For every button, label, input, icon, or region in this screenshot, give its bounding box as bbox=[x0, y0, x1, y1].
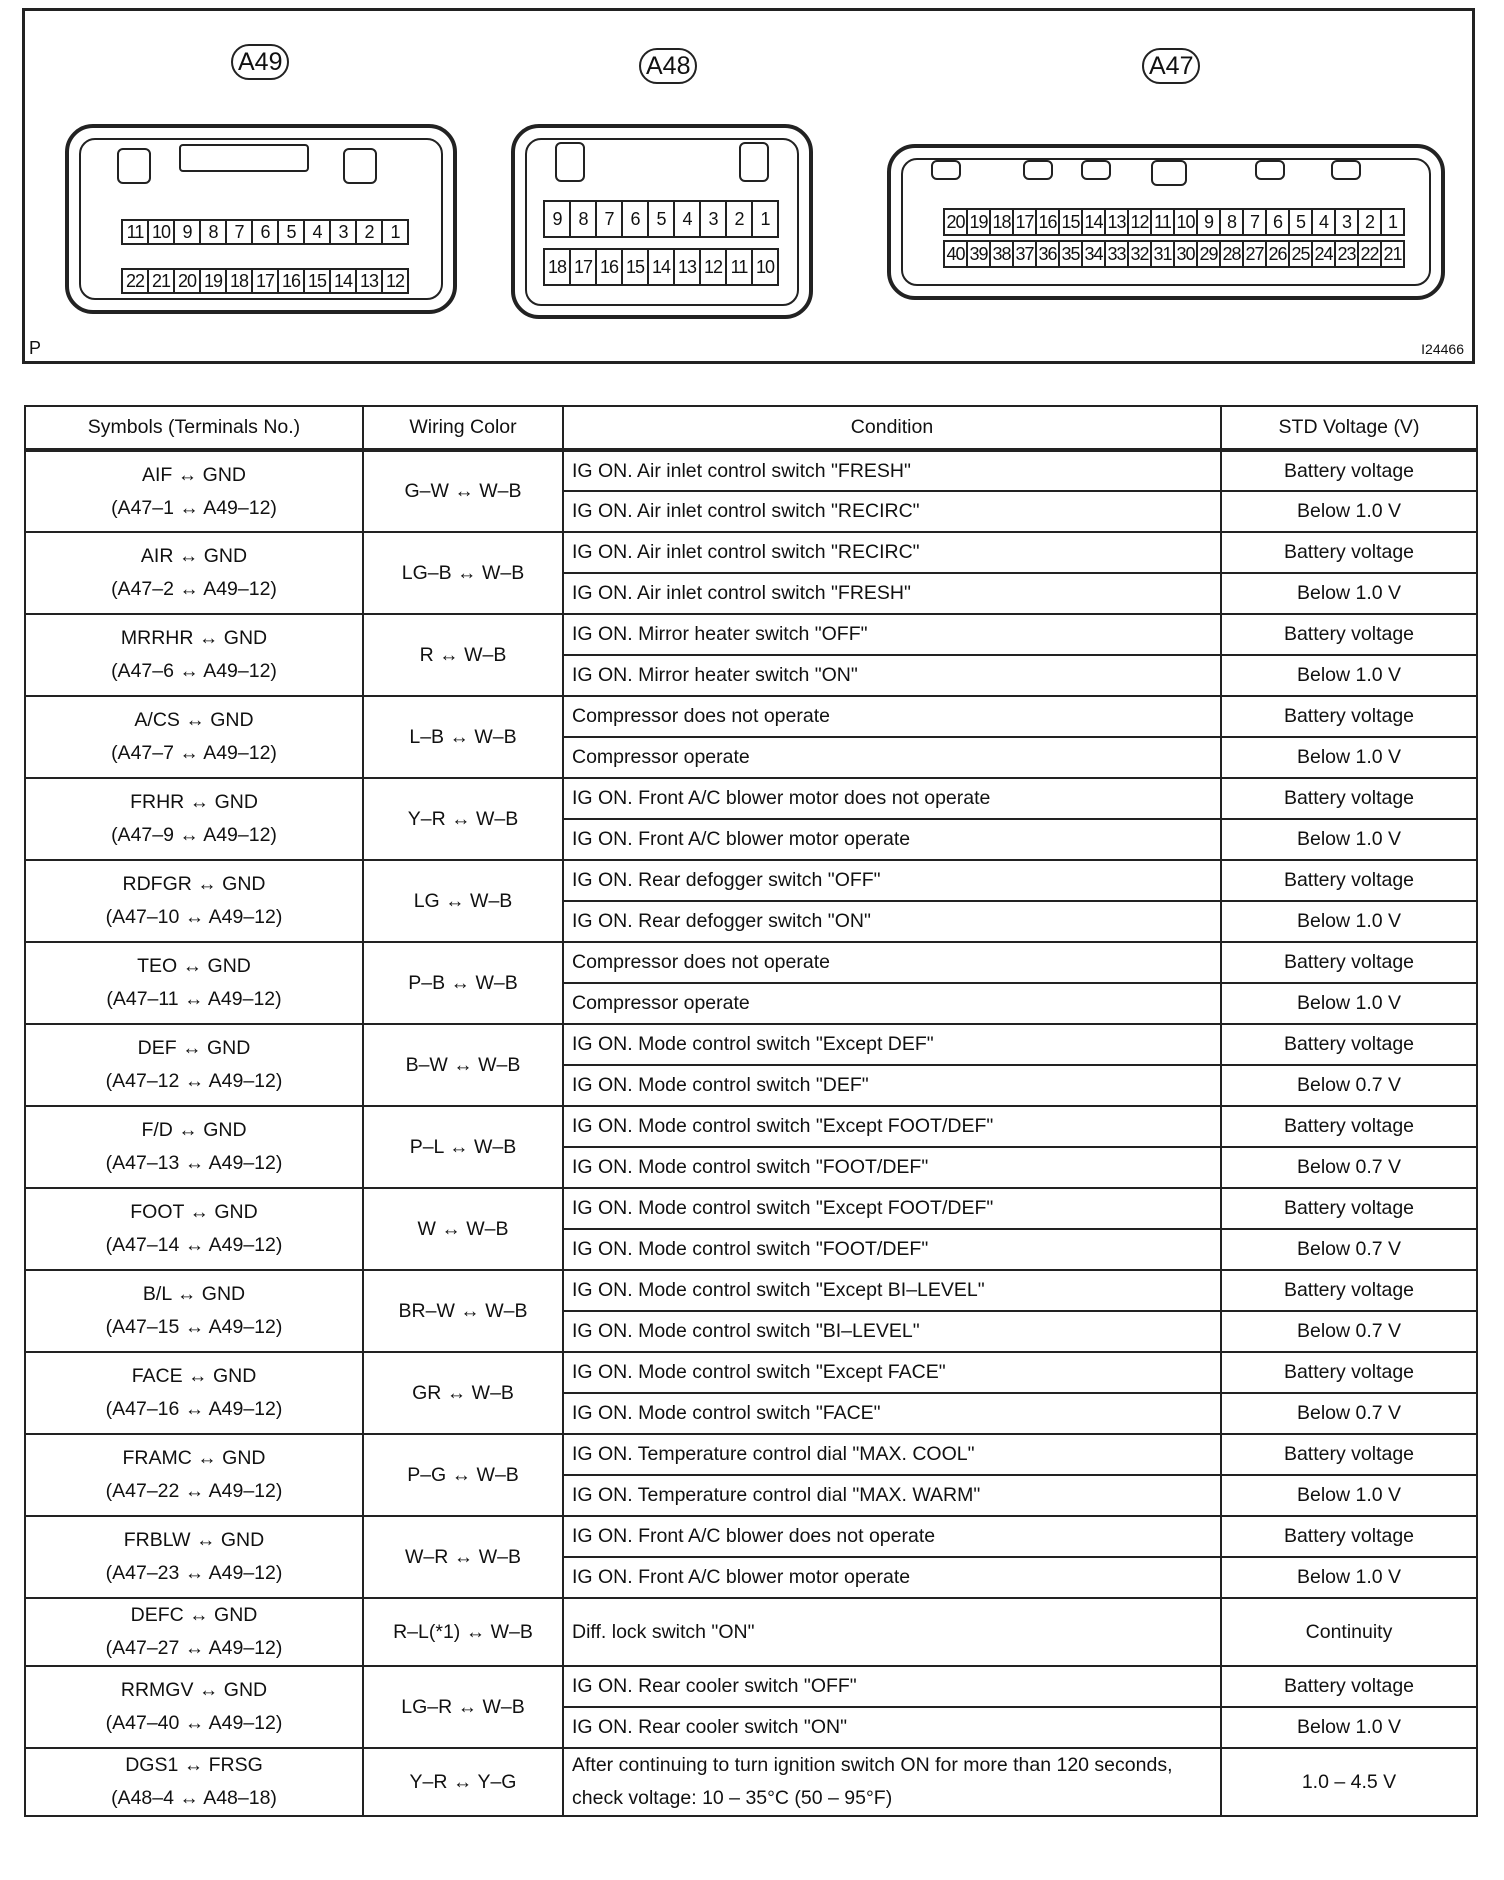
a49-pin: 14 bbox=[329, 268, 357, 294]
connector-figure bbox=[22, 8, 1475, 364]
condition-cell: IG ON. Temperature control dial "MAX. WARM" bbox=[563, 1475, 1221, 1516]
a47-pin: 9 bbox=[1196, 208, 1221, 236]
terminal-numbers: (A47–22 ↔ A49–12) bbox=[105, 1480, 283, 1502]
connector-label-a49: A49 bbox=[231, 44, 289, 80]
a49-pin: 18 bbox=[225, 268, 253, 294]
corner-mark: P bbox=[29, 338, 42, 358]
std-voltage-cell: Battery voltage bbox=[1221, 450, 1477, 491]
table-row bbox=[25, 1666, 1477, 1707]
signal-symbol: FACE ↔ GND bbox=[131, 1365, 257, 1387]
a47-pin: 37 bbox=[1012, 240, 1037, 268]
a47-pin: 30 bbox=[1173, 240, 1198, 268]
signal-symbol: FOOT ↔ GND bbox=[130, 1201, 258, 1223]
a48-pin: 12 bbox=[699, 248, 727, 286]
condition-cell: IG ON. Mode control switch "FACE" bbox=[563, 1393, 1221, 1434]
a49-pin: 13 bbox=[355, 268, 383, 294]
a48-pin: 15 bbox=[621, 248, 649, 286]
a47-pin: 29 bbox=[1196, 240, 1221, 268]
wiring-color-cell: P–G ↔ W–B bbox=[363, 1434, 563, 1516]
condition-cell: Diff. lock switch "ON" bbox=[563, 1598, 1221, 1666]
symbol-cell bbox=[25, 1748, 363, 1816]
std-voltage-cell: Below 1.0 V bbox=[1221, 655, 1477, 696]
a47-pin: 18 bbox=[989, 208, 1014, 236]
terminal-numbers: (A47–7 ↔ A49–12) bbox=[111, 742, 277, 764]
signal-symbol: FRAMC ↔ GND bbox=[122, 1447, 266, 1469]
std-voltage-cell: Below 0.7 V bbox=[1221, 1393, 1477, 1434]
terminal-numbers: (A47–2 ↔ A49–12) bbox=[111, 578, 277, 600]
a48-pin: 2 bbox=[725, 200, 753, 238]
a48-pin-row-bottom bbox=[543, 248, 777, 286]
symbol-cell bbox=[25, 1516, 363, 1598]
condition-cell: IG ON. Mode control switch "Except FOOT/DEF" bbox=[563, 1188, 1221, 1229]
terminal-numbers: (A47–15 ↔ A49–12) bbox=[105, 1316, 283, 1338]
a47-pin: 39 bbox=[966, 240, 991, 268]
terminal-numbers: (A47–6 ↔ A49–12) bbox=[111, 660, 277, 682]
terminal-numbers: (A47–14 ↔ A49–12) bbox=[105, 1234, 283, 1256]
std-voltage-cell: Below 0.7 V bbox=[1221, 1311, 1477, 1352]
condition-cell: IG ON. Rear cooler switch "ON" bbox=[563, 1707, 1221, 1748]
condition-cell: IG ON. Mirror heater switch "ON" bbox=[563, 655, 1221, 696]
table-row bbox=[25, 532, 1477, 573]
a48-pin: 17 bbox=[569, 248, 597, 286]
std-voltage-cell: Below 1.0 V bbox=[1221, 573, 1477, 614]
symbol-cell bbox=[25, 778, 363, 860]
std-voltage-cell: Below 1.0 V bbox=[1221, 1475, 1477, 1516]
signal-symbol: RDFGR ↔ GND bbox=[122, 873, 266, 895]
condition-cell: Compressor does not operate bbox=[563, 696, 1221, 737]
terminal-numbers: (A47–12 ↔ A49–12) bbox=[105, 1070, 283, 1092]
a48-pin: 4 bbox=[673, 200, 701, 238]
wiring-color-cell: W ↔ W–B bbox=[363, 1188, 563, 1270]
connector-label-a48: A48 bbox=[639, 48, 697, 84]
condition-cell: Compressor operate bbox=[563, 737, 1221, 778]
std-voltage-cell: Below 1.0 V bbox=[1221, 819, 1477, 860]
signal-symbol: DGS1 ↔ FRSG bbox=[125, 1754, 263, 1776]
a48-pin: 1 bbox=[751, 200, 779, 238]
signal-symbol: TEO ↔ GND bbox=[137, 955, 251, 977]
a47-pin: 4 bbox=[1311, 208, 1336, 236]
std-voltage-cell: Battery voltage bbox=[1221, 1024, 1477, 1065]
a48-pin: 3 bbox=[699, 200, 727, 238]
wiring-color-cell: L–B ↔ W–B bbox=[363, 696, 563, 778]
condition-cell: IG ON. Rear defogger switch "ON" bbox=[563, 901, 1221, 942]
std-voltage-cell: Battery voltage bbox=[1221, 1666, 1477, 1707]
a47-pin: 7 bbox=[1242, 208, 1267, 236]
wiring-color-cell: R–L(*1) ↔ W–B bbox=[363, 1598, 563, 1666]
wiring-color-cell: LG–R ↔ W–B bbox=[363, 1666, 563, 1748]
wiring-color-cell: R ↔ W–B bbox=[363, 614, 563, 696]
a49-pin: 6 bbox=[251, 219, 279, 245]
terminal-voltage-table bbox=[24, 405, 1478, 1817]
a48-pin: 18 bbox=[543, 248, 571, 286]
a47-pin: 11 bbox=[1150, 208, 1175, 236]
wiring-color-cell: Y–R ↔ Y–G bbox=[363, 1748, 563, 1816]
std-voltage-cell: Below 1.0 V bbox=[1221, 737, 1477, 778]
a47-pin: 19 bbox=[966, 208, 991, 236]
terminal-numbers: (A48–4 ↔ A48–18) bbox=[111, 1787, 277, 1809]
connector-a47 bbox=[887, 144, 1445, 300]
a47-pin: 24 bbox=[1311, 240, 1336, 268]
wiring-color-cell: BR–W ↔ W–B bbox=[363, 1270, 563, 1352]
a49-pin: 19 bbox=[199, 268, 227, 294]
condition-cell: IG ON. Front A/C blower motor operate bbox=[563, 1557, 1221, 1598]
header-std-voltage: STD Voltage (V) bbox=[1221, 406, 1477, 450]
header-condition: Condition bbox=[563, 406, 1221, 450]
signal-symbol: B/L ↔ GND bbox=[142, 1283, 246, 1305]
std-voltage-cell: Continuity bbox=[1221, 1598, 1477, 1666]
table-row bbox=[25, 860, 1477, 901]
std-voltage-cell: Battery voltage bbox=[1221, 1516, 1477, 1557]
signal-symbol: AIF ↔ GND bbox=[141, 463, 246, 486]
a49-pin: 7 bbox=[225, 219, 253, 245]
table-header-row bbox=[25, 406, 1477, 450]
a47-pin: 2 bbox=[1357, 208, 1382, 236]
a47-pin: 36 bbox=[1035, 240, 1060, 268]
signal-symbol: FRBLW ↔ GND bbox=[123, 1529, 265, 1551]
table-row bbox=[25, 1270, 1477, 1311]
std-voltage-cell: Below 1.0 V bbox=[1221, 491, 1477, 532]
table-row bbox=[25, 1352, 1477, 1393]
a49-pin: 4 bbox=[303, 219, 331, 245]
a47-pin: 1 bbox=[1380, 208, 1405, 236]
condition-cell: IG ON. Rear cooler switch "OFF" bbox=[563, 1666, 1221, 1707]
a49-pin: 5 bbox=[277, 219, 305, 245]
std-voltage-cell: Battery voltage bbox=[1221, 696, 1477, 737]
a47-pin: 15 bbox=[1058, 208, 1083, 236]
symbol-cell bbox=[25, 1024, 363, 1106]
a48-pin: 10 bbox=[751, 248, 779, 286]
a47-pin-row-bottom bbox=[943, 240, 1403, 268]
symbol-cell bbox=[25, 532, 363, 614]
condition-cell: IG ON. Mode control switch "Except DEF" bbox=[563, 1024, 1221, 1065]
a47-pin: 8 bbox=[1219, 208, 1244, 236]
symbol-cell bbox=[25, 860, 363, 942]
symbol-cell bbox=[25, 696, 363, 778]
a49-pin: 10 bbox=[147, 219, 175, 245]
a49-pin: 22 bbox=[121, 268, 149, 294]
symbol-cell bbox=[25, 1598, 363, 1666]
std-voltage-cell: Below 0.7 V bbox=[1221, 1065, 1477, 1106]
a48-pin: 14 bbox=[647, 248, 675, 286]
table-row bbox=[25, 696, 1477, 737]
terminal-numbers: (A47–16 ↔ A49–12) bbox=[105, 1398, 283, 1420]
table-row bbox=[25, 614, 1477, 655]
table-row bbox=[25, 1188, 1477, 1229]
condition-cell: IG ON. Mirror heater switch "OFF" bbox=[563, 614, 1221, 655]
std-voltage-cell: Below 0.7 V bbox=[1221, 1147, 1477, 1188]
a47-pin: 28 bbox=[1219, 240, 1244, 268]
a47-pin: 14 bbox=[1081, 208, 1106, 236]
symbol-cell bbox=[25, 1434, 363, 1516]
table-body bbox=[25, 450, 1477, 1816]
terminal-numbers: (A47–27 ↔ A49–12) bbox=[105, 1637, 283, 1659]
a48-pin: 9 bbox=[543, 200, 571, 238]
symbol-cell bbox=[25, 1270, 363, 1352]
signal-symbol: AIR ↔ GND bbox=[140, 545, 248, 567]
condition-cell: Compressor does not operate bbox=[563, 942, 1221, 983]
table-row bbox=[25, 1598, 1477, 1666]
symbol-cell bbox=[25, 614, 363, 696]
a49-pin-row-bottom bbox=[121, 268, 407, 294]
condition-cell: IG ON. Mode control switch "Except FOOT/DEF" bbox=[563, 1106, 1221, 1147]
terminal-numbers: (A47–23 ↔ A49–12) bbox=[105, 1562, 283, 1584]
condition-cell: IG ON. Air inlet control switch "FRESH" bbox=[563, 573, 1221, 614]
a48-pin: 16 bbox=[595, 248, 623, 286]
condition-cell: IG ON. Rear defogger switch "OFF" bbox=[563, 860, 1221, 901]
a48-pin: 13 bbox=[673, 248, 701, 286]
symbol-cell bbox=[25, 450, 363, 532]
std-voltage-cell: 1.0 – 4.5 V bbox=[1221, 1748, 1477, 1816]
signal-symbol: F/D ↔ GND bbox=[141, 1119, 247, 1141]
table-row bbox=[25, 778, 1477, 819]
std-voltage-cell: Below 0.7 V bbox=[1221, 1229, 1477, 1270]
a49-pin: 21 bbox=[147, 268, 175, 294]
a47-pin: 38 bbox=[989, 240, 1014, 268]
a47-pin: 6 bbox=[1265, 208, 1290, 236]
a47-pin: 31 bbox=[1150, 240, 1175, 268]
a48-pin: 8 bbox=[569, 200, 597, 238]
table-row bbox=[25, 1748, 1477, 1816]
a47-pin: 22 bbox=[1357, 240, 1382, 268]
wiring-color-cell: P–B ↔ W–B bbox=[363, 942, 563, 1024]
a49-pin: 9 bbox=[173, 219, 201, 245]
condition-cell: IG ON. Mode control switch "BI–LEVEL" bbox=[563, 1311, 1221, 1352]
a48-pin: 5 bbox=[647, 200, 675, 238]
std-voltage-cell: Battery voltage bbox=[1221, 1270, 1477, 1311]
table-row bbox=[25, 1024, 1477, 1065]
a49-pin-row-top bbox=[121, 219, 407, 245]
a47-pin: 13 bbox=[1104, 208, 1129, 236]
a47-pin: 3 bbox=[1334, 208, 1359, 236]
std-voltage-cell: Below 1.0 V bbox=[1221, 901, 1477, 942]
a47-pin: 20 bbox=[943, 208, 968, 236]
a47-pin-row-top bbox=[943, 208, 1403, 236]
condition-cell: IG ON. Air inlet control switch "FRESH" bbox=[563, 450, 1221, 491]
a47-pin: 10 bbox=[1173, 208, 1198, 236]
signal-symbol: A/CS ↔ GND bbox=[134, 709, 254, 731]
signal-symbol: RRMGV ↔ GND bbox=[120, 1679, 268, 1701]
wiring-color-cell: P–L ↔ W–B bbox=[363, 1106, 563, 1188]
wiring-color-cell: Y–R ↔ W–B bbox=[363, 778, 563, 860]
symbol-cell bbox=[25, 942, 363, 1024]
a47-pin: 27 bbox=[1242, 240, 1267, 268]
a47-pin: 21 bbox=[1380, 240, 1405, 268]
figure-id: I24466 bbox=[1421, 341, 1464, 357]
std-voltage-cell: Battery voltage bbox=[1221, 778, 1477, 819]
wiring-color-cell: LG–B ↔ W–B bbox=[363, 532, 563, 614]
table-row bbox=[25, 1434, 1477, 1475]
condition-cell: IG ON. Mode control switch "FOOT/DEF" bbox=[563, 1229, 1221, 1270]
a47-pin: 16 bbox=[1035, 208, 1060, 236]
signal-symbol: DEFC ↔ GND bbox=[130, 1604, 258, 1626]
condition-cell: IG ON. Mode control switch "Except FACE" bbox=[563, 1352, 1221, 1393]
terminal-numbers: (A47–10 ↔ A49–12) bbox=[105, 906, 283, 928]
header-wiring-color: Wiring Color bbox=[363, 406, 563, 450]
a47-pin: 12 bbox=[1127, 208, 1152, 236]
symbol-cell bbox=[25, 1352, 363, 1434]
a47-pin: 32 bbox=[1127, 240, 1152, 268]
terminal-numbers: (A47–11 ↔ A49–12) bbox=[106, 988, 282, 1010]
condition-cell: After continuing to turn ignition switch ON for more than 120 seconds, check voltage: 10 – 35°C (50 – 95°F) bbox=[563, 1748, 1221, 1816]
a48-pin-row-top bbox=[543, 200, 777, 238]
std-voltage-cell: Battery voltage bbox=[1221, 942, 1477, 983]
std-voltage-cell: Below 1.0 V bbox=[1221, 1557, 1477, 1598]
condition-cell: IG ON. Front A/C blower does not operate bbox=[563, 1516, 1221, 1557]
table-row bbox=[25, 942, 1477, 983]
condition-cell: IG ON. Front A/C blower motor does not operate bbox=[563, 778, 1221, 819]
std-voltage-cell: Battery voltage bbox=[1221, 1106, 1477, 1147]
std-voltage-cell: Below 1.0 V bbox=[1221, 1707, 1477, 1748]
header-symbols: Symbols (Terminals No.) bbox=[25, 406, 363, 450]
a47-pin: 34 bbox=[1081, 240, 1106, 268]
a49-pin: 12 bbox=[381, 268, 409, 294]
a49-pin: 3 bbox=[329, 219, 357, 245]
wiring-color-cell: B–W ↔ W–B bbox=[363, 1024, 563, 1106]
symbol-cell bbox=[25, 1106, 363, 1188]
a49-pin: 15 bbox=[303, 268, 331, 294]
a48-pin: 6 bbox=[621, 200, 649, 238]
a49-pin: 2 bbox=[355, 219, 383, 245]
a49-pin: 8 bbox=[199, 219, 227, 245]
a48-pin: 11 bbox=[725, 248, 753, 286]
std-voltage-cell: Below 1.0 V bbox=[1221, 983, 1477, 1024]
std-voltage-cell: Battery voltage bbox=[1221, 1188, 1477, 1229]
wiring-color-cell: G–W ↔ W–B bbox=[363, 450, 563, 532]
signal-symbol: MRRHR ↔ GND bbox=[120, 627, 268, 649]
connector-a48 bbox=[511, 124, 813, 319]
table-row bbox=[25, 450, 1477, 491]
a49-pin: 11 bbox=[121, 219, 149, 245]
a47-pin: 23 bbox=[1334, 240, 1359, 268]
table-row bbox=[25, 1516, 1477, 1557]
terminal-numbers: (A47–40 ↔ A49–12) bbox=[105, 1712, 283, 1734]
a47-pin: 33 bbox=[1104, 240, 1129, 268]
a47-pin: 25 bbox=[1288, 240, 1313, 268]
table-row bbox=[25, 1106, 1477, 1147]
condition-cell: IG ON. Front A/C blower motor operate bbox=[563, 819, 1221, 860]
terminal-numbers: (A47–1 ↔ A49–12) bbox=[111, 496, 277, 519]
terminal-numbers: (A47–13 ↔ A49–12) bbox=[105, 1152, 283, 1174]
a47-pin: 40 bbox=[943, 240, 968, 268]
std-voltage-cell: Battery voltage bbox=[1221, 1352, 1477, 1393]
a47-pin: 5 bbox=[1288, 208, 1313, 236]
a47-pin: 35 bbox=[1058, 240, 1083, 268]
wiring-color-cell: W–R ↔ W–B bbox=[363, 1516, 563, 1598]
condition-cell: Compressor operate bbox=[563, 983, 1221, 1024]
condition-cell: IG ON. Air inlet control switch "RECIRC" bbox=[563, 532, 1221, 573]
std-voltage-cell: Battery voltage bbox=[1221, 532, 1477, 573]
std-voltage-cell: Battery voltage bbox=[1221, 1434, 1477, 1475]
symbol-cell bbox=[25, 1188, 363, 1270]
condition-cell: IG ON. Mode control switch "Except BI–LEVEL" bbox=[563, 1270, 1221, 1311]
a48-pin: 7 bbox=[595, 200, 623, 238]
signal-symbol: DEF ↔ GND bbox=[137, 1037, 251, 1059]
condition-cell: IG ON. Mode control switch "FOOT/DEF" bbox=[563, 1147, 1221, 1188]
a47-pin: 17 bbox=[1012, 208, 1037, 236]
condition-cell: IG ON. Temperature control dial "MAX. COOL" bbox=[563, 1434, 1221, 1475]
wiring-color-cell: LG ↔ W–B bbox=[363, 860, 563, 942]
connector-a49 bbox=[65, 124, 457, 314]
symbol-cell bbox=[25, 1666, 363, 1748]
condition-cell: IG ON. Mode control switch "DEF" bbox=[563, 1065, 1221, 1106]
wiring-color-cell: GR ↔ W–B bbox=[363, 1352, 563, 1434]
terminal-numbers: (A47–9 ↔ A49–12) bbox=[111, 824, 277, 846]
a47-pin: 26 bbox=[1265, 240, 1290, 268]
std-voltage-cell: Battery voltage bbox=[1221, 614, 1477, 655]
signal-symbol: FRHR ↔ GND bbox=[130, 791, 258, 813]
std-voltage-cell: Battery voltage bbox=[1221, 860, 1477, 901]
condition-cell: IG ON. Air inlet control switch "RECIRC" bbox=[563, 491, 1221, 532]
a49-pin: 20 bbox=[173, 268, 201, 294]
connector-label-a47: A47 bbox=[1142, 48, 1200, 84]
a49-pin: 1 bbox=[381, 219, 409, 245]
a49-pin: 16 bbox=[277, 268, 305, 294]
a49-pin: 17 bbox=[251, 268, 279, 294]
